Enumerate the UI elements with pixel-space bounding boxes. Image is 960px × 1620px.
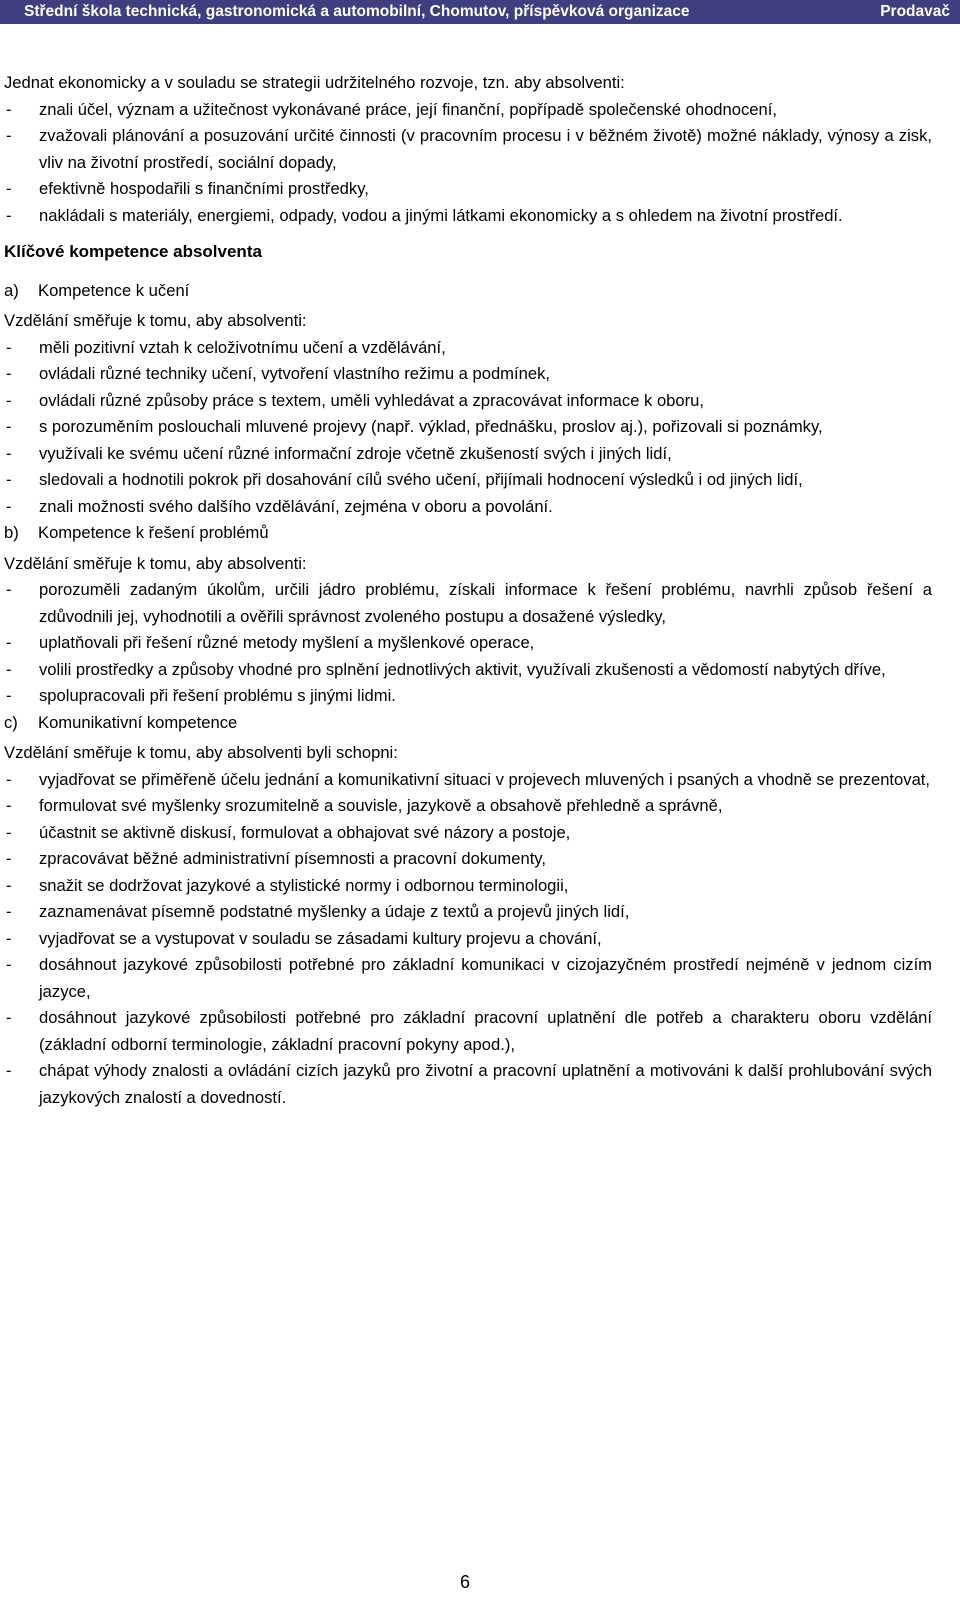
competence-list-a: [4, 335, 932, 521]
list-item: - porozuměli zadaným úkolům, určili jádro problému, získali informace k řešení problému, navrhli způsob řešení a zdůvodnili jej, vyhodnotili a ověřili správnost zvoleného postupu a dosažené výsledky,: [4, 577, 932, 630]
list-item: - dosáhnout jazykové způsobilosti potřebné pro základní pracovní uplatnění dle potřeb a charakteru oboru vzdělání (základní odborní terminologie, základní pracovní pokyny apod.),: [4, 1005, 932, 1058]
list-item: - využívali ke svému učení různé informační zdroje včetně zkušeností svých i jiných lidí,: [4, 441, 932, 468]
list-item: - účastnit se aktivně diskusí, formulovat a obhajovat své názory a postoje,: [4, 820, 932, 847]
subsection-letter: a): [4, 280, 19, 300]
list-item: - spolupracovali při řešení problému s jinými lidmi.: [4, 683, 932, 710]
list-item: - znali účel, význam a užitečnost vykonávané práce, její finanční, popřípadě společenské ohodnocení,: [4, 97, 932, 124]
list-item: - ovládali různé techniky učení, vytvoření vlastního režimu a podmínek,: [4, 361, 932, 388]
subsection-letter: c): [4, 712, 18, 732]
subsection-title-text: Kompetence k řešení problémů: [38, 523, 269, 542]
page-number: 6: [459, 1572, 470, 1592]
subsection-intro: Vzdělání směřuje k tomu, aby absolventi byli schopni:: [4, 743, 398, 762]
document-body: [4, 70, 932, 1111]
list-item: - zaznamenávat písemně podstatné myšlenky a údaje z textů a projevů jiných lidí,: [4, 899, 932, 926]
list-item: - s porozuměním poslouchali mluvené projevy (např. výklad, přednášku, proslov aj.), pořizovali si poznámky,: [4, 414, 932, 441]
section-heading: Klíčové kompetence absolventa: [4, 242, 262, 261]
header-program-name: Prodavač: [880, 3, 950, 20]
subsection-intro: Vzdělání směřuje k tomu, aby absolventi:: [4, 553, 307, 573]
subsection-letter: b): [4, 523, 19, 542]
competence-list-c: [4, 767, 932, 1112]
list-item: - chápat výhody znalosti a ovládání cizích jazyků pro životní a pracovní uplatnění a motivováni k další prohlubování svých jazykových znalostí a dovedností.: [4, 1058, 932, 1111]
intro-sentence: Jednat ekonomicky a v souladu se strategii udržitelného rozvoje, tzn. aby absolventi:: [4, 73, 625, 92]
list-item: - vyjadřovat se a vystupovat v souladu se zásadami kultury projevu a chování,: [4, 926, 932, 953]
list-item: - efektivně hospodařili s finančními prostředky,: [4, 176, 932, 203]
list-item: - dosáhnout jazykové způsobilosti potřebné pro základní komunikaci v cizojazyčném prostředí nejméně v jednom cizím jazyce,: [4, 952, 932, 1005]
list-item: - uplatňovali při řešení různé metody myšlení a myšlenkové operace,: [4, 630, 932, 657]
subsection-intro: Vzdělání směřuje k tomu, aby absolventi:: [4, 311, 307, 330]
page-header: [0, 0, 960, 24]
list-item: - sledovali a hodnotili pokrok při dosahování cílů svého učení, přijímali hodnocení výsledků i od jiných lidí,: [4, 467, 932, 494]
list-item: - formulovat své myšlenky srozumitelně a souvisle, jazykově a obsahově přehledně a správně,: [4, 793, 932, 820]
list-item: - zvažovali plánování a posuzování určité činnosti (v pracovním procesu i v běžném životě) možné náklady, výnosy a zisk, vliv na životní prostředí, sociální dopady,: [4, 123, 932, 176]
subsection-title-c: [4, 710, 932, 737]
list-item: - znali možnosti svého dalšího vzdělávání, zejména v oboru a povolání.: [4, 494, 932, 521]
list-item: - vyjadřovat se přiměřeně účelu jednání a komunikativní situaci v projevech mluvených i psaných a vhodně se prezentovat,: [4, 767, 932, 794]
list-item: - nakládali s materiály, energiemi, odpady, vodou a jinými látkami ekonomicky a s ohledem na životní prostředí.: [4, 203, 932, 230]
eco-list: [4, 97, 932, 230]
list-item: - zpracovávat běžné administrativní písemnosti a pracovní dokumenty,: [4, 846, 932, 873]
subsection-title-a: [4, 278, 932, 305]
list-item: - snažit se dodržovat jazykové a stylistické normy i odbornou terminologii,: [4, 873, 932, 900]
competence-list-b: [4, 577, 932, 710]
list-item: - ovládali různé způsoby práce s textem, uměli vyhledávat a zpracovávat informace k oboru,: [4, 388, 932, 415]
subsection-title-b: [4, 520, 932, 547]
header-school-name: Střední škola technická, gastronomická a automobilní, Chomutov, příspěvková organizace: [24, 3, 690, 20]
subsection-title-text: Kompetence k učení: [38, 280, 190, 300]
subsection-title-text: Komunikativní kompetence: [38, 712, 238, 732]
list-item: - volili prostředky a způsoby vhodné pro splnění jednotlivých aktivit, využívali zkušenosti a vědomostí nabytých dříve,: [4, 657, 932, 684]
list-item: - měli pozitivní vztah k celoživotnímu učení a vzdělávání,: [4, 335, 932, 362]
